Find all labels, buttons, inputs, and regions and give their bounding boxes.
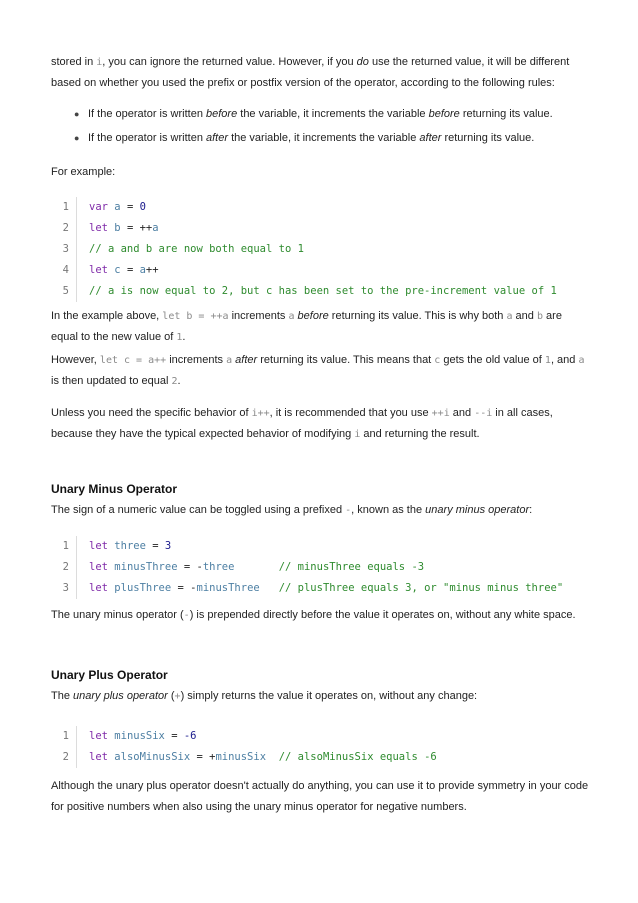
line-number: 1 [55, 536, 77, 557]
paragraph-return-value: stored in i, you can ignore the returned value. However, if you do use the returned value, it will be different based on whether you used the prefix or postfix version of the operator, according to the following rules: [51, 56, 570, 89]
code-text: let minusSix = -6 [89, 730, 197, 742]
heading-unary-minus: Unary Minus Operator [51, 482, 178, 496]
paragraph-recommendation: Unless you need the specific behavior of i++, it is recommended that you use ++i and --i in all cases, because they have the typical expected behavior of modifying i and returning the result. [51, 407, 553, 440]
code-line [55, 536, 615, 557]
line-number: 4 [55, 260, 77, 281]
code-line [55, 726, 615, 747]
line-number: 2 [55, 557, 77, 578]
line-number: 1 [55, 726, 77, 747]
code-block-unary-plus [55, 726, 615, 768]
bullet-icon: ● [74, 109, 80, 119]
code-text: let alsoMinusSix = +minusSix // alsoMinusSix equals -6 [89, 751, 437, 763]
code-line [55, 557, 615, 578]
code-text: // a is now equal to 2, but c has been set to the pre-increment value of 1 [89, 285, 557, 297]
code-line [55, 239, 615, 260]
code-line [55, 260, 615, 281]
code-text: var a = 0 [89, 201, 146, 213]
paragraph-minus-whitespace: The unary minus operator (-) is prepended directly before the value it operates on, without any white space. [51, 609, 576, 621]
code-line [55, 197, 615, 218]
code-text: let minusThree = -three // minusThree equals -3 [89, 561, 425, 573]
line-number: 1 [55, 197, 77, 218]
paragraph-unary-plus: The unary plus operator (+) simply returns the value it operates on, without any change: [51, 690, 478, 702]
code-block-unary-minus [55, 536, 615, 599]
code-text: // a and b are now both equal to 1 [89, 243, 304, 255]
code-block-increment [55, 197, 615, 302]
paragraph-example-postfix: However, let c = a++ increments a after returning its value. This means that c gets the old value of 1, and a is then updated to equal 2. [51, 354, 585, 387]
code-text: let three = 3 [89, 540, 172, 552]
list-item: ● If the operator is written after the variable, it increments the variable after returning its value. [88, 128, 598, 149]
paragraph-unary-minus: The sign of a numeric value can be toggled using a prefixed -, known as the unary minus operator: [51, 504, 533, 516]
line-number: 2 [55, 747, 77, 768]
code-line [55, 218, 615, 239]
paragraph-symmetry: Although the unary plus operator doesn't actually do anything, you can use it to provide symmetry in your code for positive numbers when also using the unary minus operator for negative numbers. [51, 780, 589, 813]
code-line [55, 578, 615, 599]
line-number: 5 [55, 281, 77, 302]
line-number: 3 [55, 239, 77, 260]
paragraph-example-prefix: In the example above, let b = ++a increments a before returning its value. This is why both a and b are equal to the new value of 1. [51, 310, 562, 343]
bullet-icon: ● [74, 133, 80, 143]
code-line [55, 747, 615, 768]
code-text: let b = ++a [89, 222, 159, 234]
code-text: let plusThree = -minusThree // plusThree equals 3, or "minus minus three" [89, 582, 564, 594]
list-item: ● If the operator is written before the variable, it increments the variable before returning its value. [88, 104, 598, 125]
paragraph-for-example: For example: [51, 166, 116, 178]
code-line [55, 281, 615, 302]
code-text: let c = a++ [89, 264, 159, 276]
rules-list [74, 104, 598, 152]
line-number: 3 [55, 578, 77, 599]
inline-code: i [96, 57, 103, 68]
heading-unary-plus: Unary Plus Operator [51, 668, 168, 682]
line-number: 2 [55, 218, 77, 239]
